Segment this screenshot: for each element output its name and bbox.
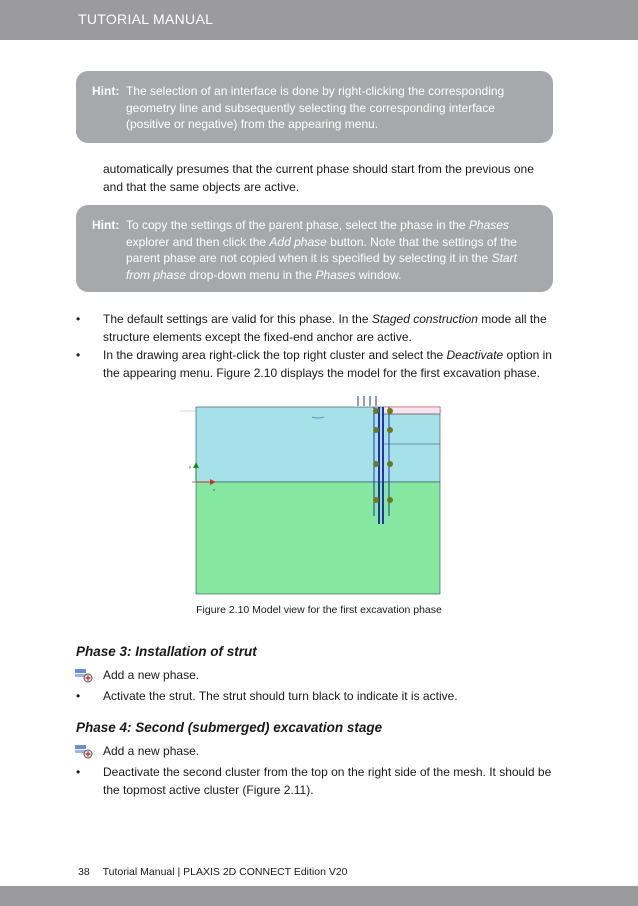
add-phase-icon — [74, 743, 94, 759]
hint-emphasis: Phases — [315, 267, 356, 282]
page-number: 38 — [78, 866, 90, 878]
footer — [78, 866, 348, 878]
hint-text: window. — [355, 267, 402, 282]
bullet-marker: • — [76, 765, 81, 779]
hint-text: drop-down menu in the — [186, 267, 316, 282]
hint-label: Hint: — [92, 84, 120, 98]
bullet-marker: • — [76, 689, 81, 703]
bullet-marker: • — [76, 312, 81, 326]
hint-emphasis: Start from phase — [126, 251, 517, 282]
hint-text — [126, 217, 539, 283]
bullet-text: The default settings are valid for this phase. In the — [103, 312, 372, 326]
bullet-text: option in the appearing menu. Figure 2.10 displays the model for the first excavation phase. — [103, 348, 552, 380]
phase3-step: Add a new phase. — [103, 668, 200, 682]
model-view-figure — [180, 396, 445, 600]
intro-paragraph: automatically presumes that the current phase should start from the previous one and that the same objects are active. — [103, 162, 534, 194]
bullet-emphasis: Staged construction — [371, 312, 478, 326]
hint-emphasis: Add phase — [269, 234, 327, 249]
phase3-bullet: Activate the strut. The strut should turn black to indicate it is active. — [103, 689, 458, 703]
lower-soil-cluster — [196, 482, 440, 594]
phase4-step: Add a new phase. — [103, 744, 200, 758]
bullet-default-settings — [103, 310, 553, 346]
bullet-text: mode all the structure elements except the fixed-end anchor are active. — [103, 312, 547, 344]
bullet-text: In the drawing area right-click the top right cluster and select the — [103, 348, 447, 362]
y-axis-label: y — [189, 464, 191, 469]
phase4-bullet: Deactivate the second cluster from the top on the right side of the mesh. It should be the topmost active cluster (Figure 2.11). — [103, 765, 552, 797]
phase4-title: Phase 4: Second (submerged) excavation stage — [76, 720, 383, 735]
hint-text: To copy the settings of the parent phase, select the phase in the — [126, 218, 469, 232]
hint-text: The selection of an interface is done by right-clicking the corresponding geometry line and subsequently selecting the corresponding interface (positive or negative) from the appearing menu. — [126, 84, 505, 131]
distributed-load — [358, 396, 376, 406]
x-axis-label: x — [213, 487, 215, 492]
footer-title: Tutorial Manual | PLAXIS 2D CONNECT Edition V20 — [102, 866, 348, 878]
header-bar — [0, 0, 638, 40]
hint-box-copy-settings — [76, 205, 553, 292]
header-title: TUTORIAL MANUAL — [78, 11, 214, 27]
hint-box-interface — [76, 71, 553, 143]
add-phase-icon — [74, 667, 94, 683]
hint-text: explorer and then click the — [126, 234, 270, 249]
bullet-marker: • — [76, 348, 81, 362]
figure-caption: Figure 2.10 Model view for the first excavation phase — [196, 604, 442, 616]
footer-bar — [0, 886, 638, 906]
hint-label: Hint: — [92, 218, 120, 232]
bullet-emphasis: Deactivate — [446, 348, 504, 362]
hint-emphasis: Phases — [468, 218, 509, 232]
hint-text: button. Note that the settings of the parent phase are not copied when it is specified by selecting it in the — [126, 234, 517, 265]
phase3-title: Phase 3: Installation of strut — [76, 644, 257, 659]
bullet-deactivate-cluster — [103, 346, 553, 382]
